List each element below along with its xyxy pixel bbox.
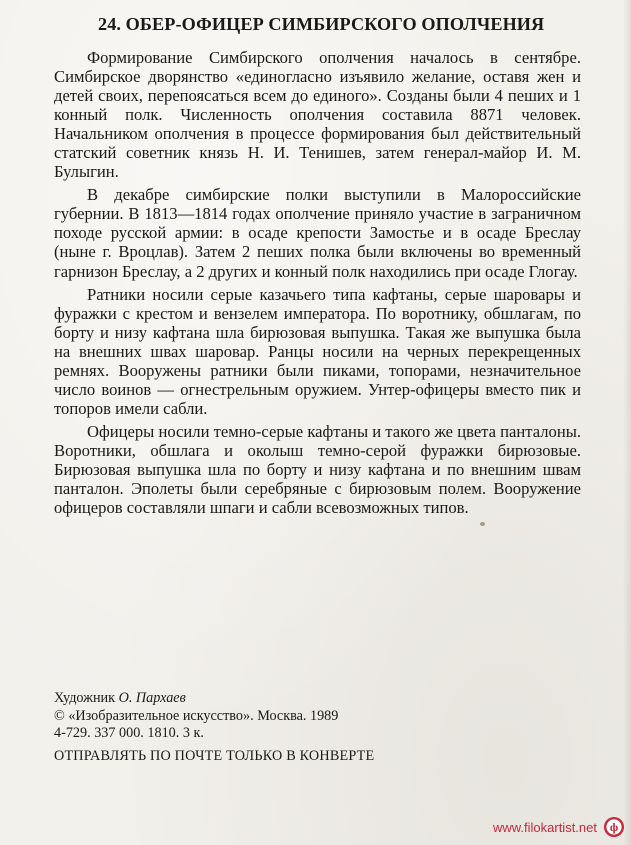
watermark	[493, 816, 625, 838]
paper-edge-shadow	[623, 0, 631, 845]
paragraph-campaign: В декабре симбирские полки выступили в Малороссийские губернии. В 1813—1814 годах ополчение приняло участие в заграничном походе русской армии: в осаде крепости Замостье и в осаде Бреслау (ныне г. Вроцлав). Затем 2 пеших полка были включены во временный гарнизон Бреслау, а 2 других и конный полк находились при осаде Глогау.	[54, 185, 581, 281]
publisher-line: © «Изобразительное искусство». Москва. 1989	[54, 707, 339, 724]
paragraph-ratnik-uniform: Ратники носили серые казачьего типа кафтаны, серые шаровары и фуражки с крестом и вензелем императора. По воротнику, обшлагам, по борту и низу кафтана шла бирюзовая выпушка. Такая же выпушка была на внешних швах шаровар. Ранцы носили на черных перекрещенных ремнях. Вооружены ратники были пиками, топорами, незначительное число воинов — огнестрельным оружием. Унтер-офицеры вместо пик и топоров имели сабли.	[54, 284, 581, 418]
catalog-line: 4-729. 337 000. 1810. 3 к.	[54, 725, 204, 741]
description-text	[54, 48, 581, 517]
paragraph-officer-uniform: Офицеры носили темно-серые кафтаны и такого же цвета панталоны. Воротники, обшлага и околыш темно-серой фуражки бирюзовые. Бирюзовая выпушка шла по борту и низу кафтана и по внешним швам панталон. Эполеты были серебряные с бирюзовым полем. Вооружение офицеров составляли шпаги и сабли всевозможных типов.	[54, 421, 581, 518]
artist-label: Художник	[54, 690, 116, 706]
card-title: 24. ОБЕР-ОФИЦЕР СИМБИРСКОГО ОПОЛЧЕНИЯ	[98, 14, 545, 34]
paper-speck	[480, 522, 485, 526]
mail-instruction: ОТПРАВЛЯТЬ ПО ПОЧТЕ ТОЛЬКО В КОНВЕРТЕ	[54, 748, 375, 764]
artist-line	[54, 690, 554, 708]
artist-name: О. Пархаев	[118, 690, 186, 706]
paragraph-formation: Формирование Симбирского ополчения началось в сентябре. Симбирское дворянство «единогласно изъявило желание, оставя жен и детей своих, перепоясаться всем до единого». Созданы были 4 пеших и 1 конный полк. Численность ополчения составила 8871 человек. Начальником ополчения в процессе формирования был действительный статский советник князь Н. И. Тенишев, затем генерал-майор И. М. Булыгин.	[54, 48, 581, 182]
watermark-url: www.filokartist.net	[492, 819, 597, 835]
logo-letter: ф	[609, 820, 619, 835]
filokartist-logo-icon	[603, 816, 625, 838]
credits-block	[54, 690, 554, 743]
